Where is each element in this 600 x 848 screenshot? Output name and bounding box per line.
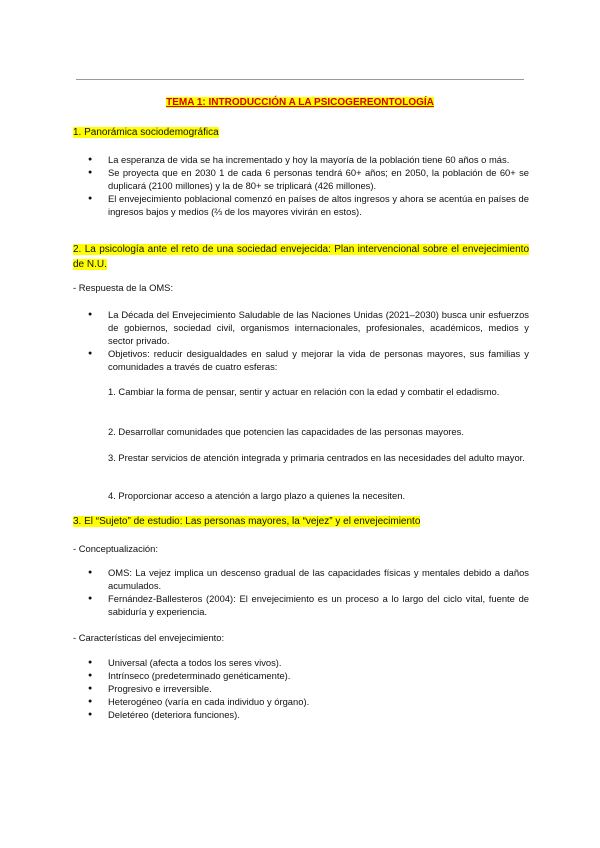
section-2-heading-text: 2. La psicología ante el reto de una sociedad envejecida: Plan intervencional sobre el envejecimiento de N.U.	[73, 244, 529, 270]
page-title-text: TEMA 1: INTRODUCCIÓN A LA PSICOGEREONTOLOGÍA	[166, 97, 434, 108]
list-item: ● La Década del Envejecimiento Saludable de las Naciones Unidas (2021–2030) busca unir esfuerzos de gobiernos, sociedad civil, organismos internacionales, profesionales, académicos, medios y sector privado.	[73, 308, 529, 347]
section-3-subheading-2: - Características del envejecimiento:	[73, 632, 225, 643]
objective-item-2: 2. Desarrollar comunidades que potencien las capacidades de las personas mayores.	[108, 426, 464, 437]
list-item: ● Universal (afecta a todos los seres vivos).	[73, 656, 529, 669]
list-item: ● La esperanza de vida se ha incrementado y hoy la mayoría de la población tiene 60 años o más.	[73, 153, 529, 166]
list-item: ● Deletéreo (deteriora funciones).	[73, 708, 529, 721]
top-divider	[76, 79, 524, 80]
section-1-heading	[73, 125, 529, 140]
section-3-heading	[73, 514, 529, 529]
section-1-list	[73, 153, 529, 218]
list-item: ● Fernández-Ballesteros (2004): El envejecimiento es un proceso a lo largo del ciclo vital, fuente de sabiduría y experiencia.	[73, 592, 529, 618]
objective-item-1: 1. Cambiar la forma de pensar, sentir y actuar en relación con la edad y combatir el edadismo.	[108, 386, 500, 397]
objective-item-4: 4. Proporcionar acceso a atención a largo plazo a quienes la necesiten.	[108, 490, 406, 501]
section-2-subheading: - Respuesta de la OMS:	[73, 282, 174, 293]
list-item: ● Intrínseco (predeterminado genéticamente).	[73, 669, 529, 682]
list-item: ● OMS: La vejez implica un descenso gradual de las capacidades físicas y mentales debido a daños acumulados.	[73, 566, 529, 592]
list-item: ● Se proyecta que en 2030 1 de cada 6 personas tendrá 60+ años; en 2050, la población de 60+ se duplicará (2100 millones) y la de 80+ se triplicará (426 millones).	[73, 166, 529, 192]
section-2-heading	[73, 242, 529, 272]
page-title	[0, 97, 600, 108]
section-3-list-2	[73, 656, 529, 721]
section-2-list	[73, 308, 529, 373]
section-3-heading-text: 3. El “Sujeto” de estudio: Las personas mayores, la “vejez” y el envejecimiento	[73, 516, 421, 527]
section-3-subheading-1: - Conceptualización:	[73, 543, 158, 554]
list-item: ● Progresivo e irreversible.	[73, 682, 529, 695]
list-item: ● El envejecimiento poblacional comenzó en países de altos ingresos y ahora se acentúa en países de ingresos bajos y medios (⅔ de los mayores vivirán en estos).	[73, 192, 529, 218]
list-item: ● Objetivos: reducir desigualdades en salud y mejorar la vida de personas mayores, sus familias y comunidades a través de cuatro esferas:	[73, 347, 529, 373]
objective-item-3: 3. Prestar servicios de atención integrada y primaria centrados en las necesidades del adulto mayor.	[108, 452, 525, 463]
section-3-list-1	[73, 566, 529, 618]
list-item: ● Heterogéneo (varía en cada individuo y órgano).	[73, 695, 529, 708]
section-1-heading-text: 1. Panorámica sociodemográfica	[73, 127, 219, 138]
